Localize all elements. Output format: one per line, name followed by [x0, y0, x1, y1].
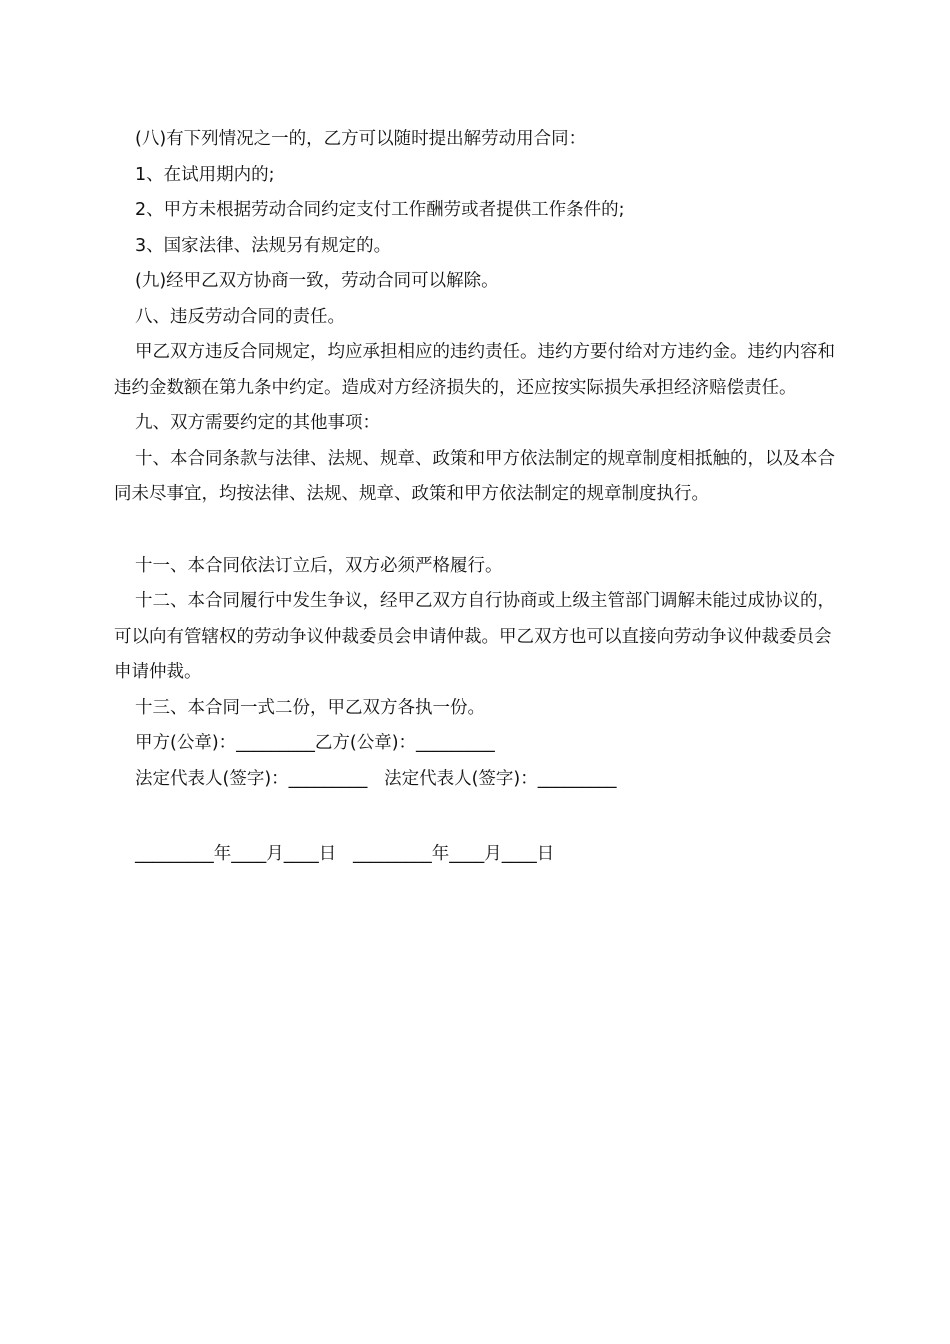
- clause-8-header: (八)有下列情况之一的，乙方可以随时提出解劳动用合同：: [135, 129, 587, 149]
- clause-8-item-2: 2、甲方未根据劳动合同约定支付工作酬劳或者提供工作条件的;: [135, 200, 625, 220]
- representative-signature-line: 法定代表人(签字)：_________ 法定代表人(签字)：_________: [135, 768, 617, 789]
- clause-9: (九)经甲乙双方协商一致，劳动合同可以解除。: [135, 271, 499, 291]
- section-8-body: 甲乙双方违反合同规定，均应承担相应的违约责任。违约方要付给对方违约金。违约内容和违约金数额在第九条中约定。造成对方经济损失的，还应按实际损失承担经济赔偿责任。: [114, 342, 835, 398]
- spacer: [114, 797, 844, 837]
- spacer: [114, 513, 844, 549]
- section-13-body: 十三、本合同一式二份，甲乙双方各执一份。: [135, 697, 485, 718]
- section-11-body: 十一、本合同依法订立后，双方必须严格履行。: [135, 555, 503, 576]
- clause-8-item-3: 3、国家法律、法规另有规定的。: [135, 235, 392, 256]
- seal-line: 甲方(公章)：_________乙方(公章)：_________: [135, 733, 495, 753]
- section-10-body: 十、本合同条款与法律、法规、规章、政策和甲方依法制定的规章制度相抵触的，以及本合同未尽事宜，均按法律、法规、规章、政策和甲方依法制定的规章制度执行。: [114, 448, 835, 504]
- document-body: [114, 122, 844, 873]
- date-line: _________年____月____日 _________年____月____日: [135, 844, 555, 864]
- section-8-heading: 八、违反劳动合同的责任。: [135, 306, 345, 327]
- section-9-heading: 九、双方需要约定的其他事项：: [135, 413, 380, 433]
- clause-8-item-1: 1、在试用期内的;: [135, 164, 275, 185]
- section-12-body: 十二、本合同履行中发生争议，经甲乙双方自行协商或上级主管部门调解未能过成协议的，可以向有管辖权的劳动争议仲裁委员会申请仲裁。甲乙双方也可以直接向劳动争议仲裁委员会申请仲裁。: [114, 591, 835, 682]
